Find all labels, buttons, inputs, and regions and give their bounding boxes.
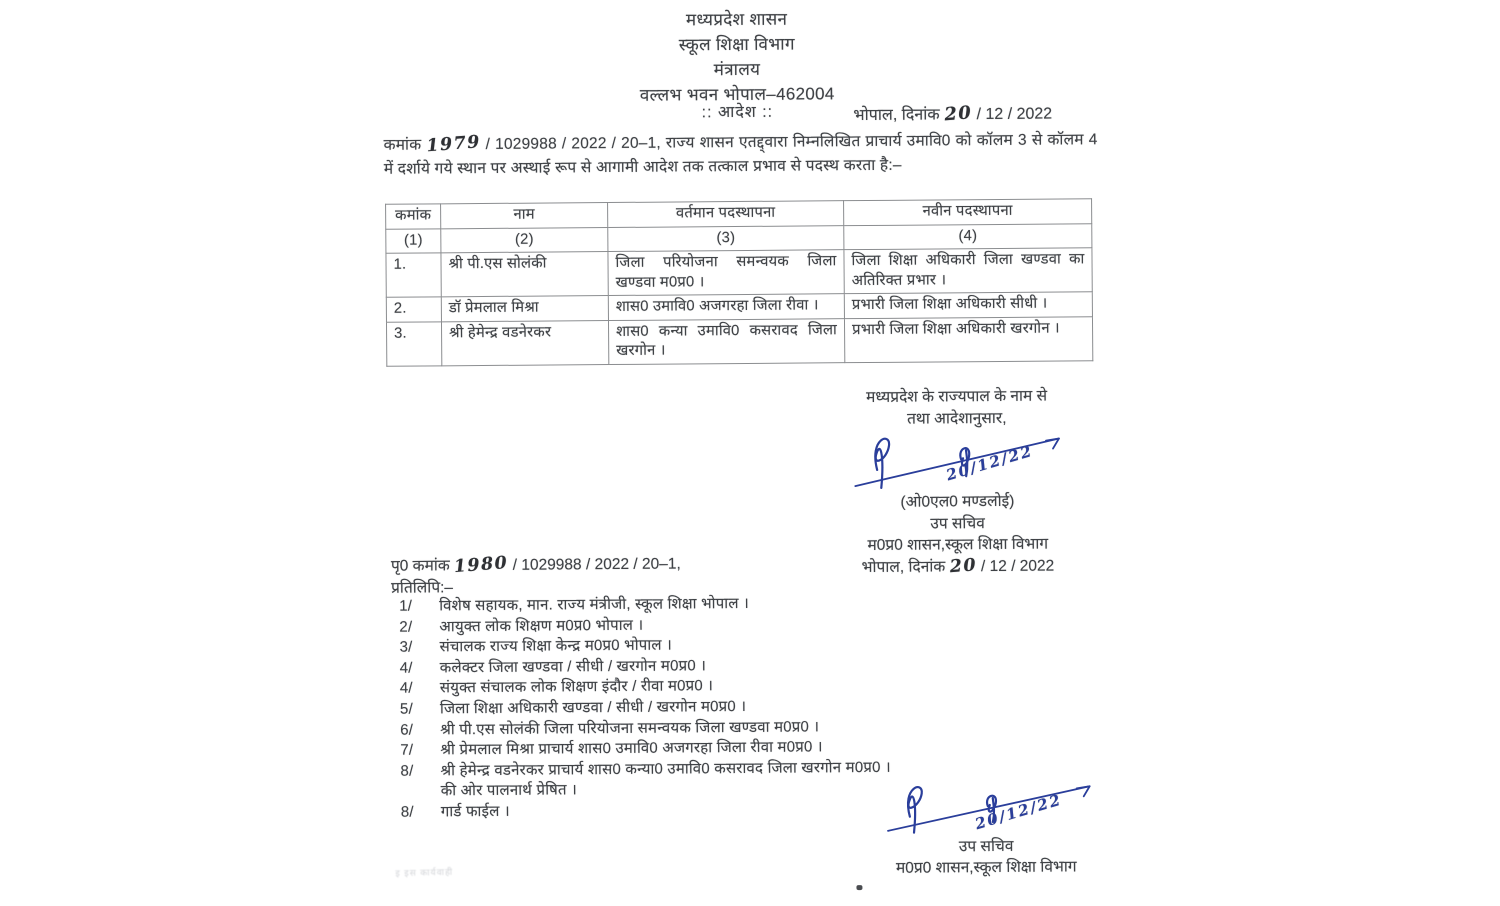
handwritten-endorsement-no: 1980 [453, 552, 510, 578]
col-header-name: नाम [441, 203, 608, 229]
ref-rest: / 1029988 / 2022 / 20–1, [485, 134, 661, 153]
copy-number: 8/ [400, 762, 414, 780]
ref-label: कमांक [383, 136, 422, 154]
office-address: वल्लभ भवन भोपाल–462004 [639, 84, 835, 105]
authority-line1: मध्यप्रदेश के राज्यपाल के नाम से [866, 387, 1048, 407]
copy-text: श्री पी.एस सोलंकी जिला परियोजना समन्वयक जिला खण्डवा म0प्र0 । [440, 717, 820, 738]
posting-table [385, 198, 1093, 366]
copy-text: जिला शिक्षा अधिकारी खण्डवा / सीधी / खरगोन म0प्र0 । [439, 697, 747, 718]
copy-text: विशेष सहायक, मान. राज्य मंत्रीजी, स्कूल शिक्षा भोपाल । [439, 594, 750, 615]
letterhead [517, 6, 958, 109]
place-date-label: भोपाल, दिनांक [861, 557, 946, 576]
cell-current-posting: शास0 कन्या उमावि0 कसरावद जिला खरगोन । [608, 318, 844, 364]
cell-current-posting: शास0 उमावि0 अजगरहा जिला रीवा । [608, 294, 844, 320]
table-row [386, 316, 1092, 366]
order-heading: :: आदेश :: [701, 103, 774, 122]
copy-text: कलेक्टर जिला खण्डवा / सीधी / खरगोन म0प्र0 । [439, 657, 707, 677]
col-header-new: नवीन पदस्थापना [844, 199, 1092, 225]
copy-number: 4/ [399, 659, 413, 677]
issue-place-date [853, 101, 1113, 125]
dept-name: स्कूल शिक्षा विभाग [678, 34, 795, 55]
cell-sno: 3. [386, 321, 441, 365]
handwritten-sign-date: 20/12/22 [972, 790, 1065, 834]
copy-number [401, 782, 441, 803]
endorsement-ref-label: पृ0 कमांक [390, 557, 450, 575]
endorsement-ref-rest: / 1029988 / 2022 / 20–1, [512, 555, 681, 574]
colnum-2: (2) [441, 227, 608, 253]
col-header-current: वर्तमान पदस्थापना [608, 201, 844, 227]
posting-table-wrap [385, 198, 1093, 366]
signatory-designation: उप सचिव [930, 514, 985, 533]
ink-dot [856, 885, 862, 890]
faint-margin-note: इ इस कार्यवाही [395, 866, 454, 879]
cell-sno: 1. [386, 253, 441, 297]
copy-text: श्री हेमेन्द्र वडनेरकर प्राचार्य शास0 कन्या0 उमावि0 कसरावद जिला खरगोन म0प्र0 । [440, 758, 891, 780]
signatory-designation: उप सचिव [958, 837, 1014, 856]
copy-number: 3/ [399, 638, 413, 656]
order-paragraph [384, 128, 1098, 181]
copy-text: संयुक्त संचालक लोक शिक्षण इंदौर / रीवा म0प्र0 । [439, 677, 714, 697]
cell-name: श्री पी.एस सोलंकी [441, 252, 608, 297]
copy-number: 4/ [399, 679, 413, 698]
copy-number: 6/ [400, 721, 414, 739]
handwritten-date-day: 20 [943, 102, 973, 126]
cell-new-posting: प्रभारी जिला शिक्षा अधिकारी खरगोन । [844, 316, 1092, 362]
signatory-dept: म0प्र0 शासन,स्कूल शिक्षा विभाग [895, 858, 1077, 877]
cell-sno: 2. [386, 297, 441, 322]
signatory-dept: म0प्र0 शासन,स्कूल शिक्षा विभाग [867, 535, 1049, 555]
copy-number: 7/ [400, 741, 414, 759]
handwritten-ref-no: 1979 [425, 132, 482, 157]
org-name: मध्यप्रदेश शासन [685, 9, 788, 30]
copy-text: की ओर पालनार्थ प्रेषित । [440, 781, 577, 800]
colnum-4: (4) [844, 223, 1092, 249]
place-date-rest: / 12 / 2022 [976, 105, 1053, 124]
cell-new-posting: प्रभारी जिला शिक्षा अधिकारी सीधी । [844, 292, 1092, 318]
copy-text: आयुक्त लोक शिक्षण म0प्र0 भोपाल । [439, 616, 644, 635]
signature-area [866, 777, 1106, 837]
cell-new-posting: जिला शिक्षा अधिकारी जिला खण्डवा का अतिरिक्त प्रभार । [844, 248, 1092, 294]
ministry-name: मंत्रालय [713, 59, 761, 80]
copy-text: श्री प्रेमलाल मिश्रा प्राचार्य शास0 उमावि0 अजगरहा जिला रीवा म0प्र0 । [440, 738, 823, 759]
table-row [386, 248, 1092, 298]
colnum-3: (3) [608, 225, 844, 251]
signatory-name: (ओ0एल0 मण्डलोई) [900, 492, 1015, 511]
copy-number: 8/ [400, 803, 414, 821]
cell-name: श्री हेमेन्द्र वडनेरकर [441, 320, 608, 365]
copy-number: 5/ [399, 700, 414, 718]
handwritten-date-day: 20 [948, 554, 978, 577]
copy-text: गार्ड फाईल । [440, 802, 510, 821]
colnum-1: (1) [386, 228, 441, 253]
cell-name: डॉ प्रेमलाल मिश्रा [441, 296, 608, 322]
col-header-sno: कमांक [386, 204, 441, 229]
authority-line2: तथा आदेशानुसार, [906, 409, 1007, 428]
handwritten-sign-date: 20/12/22 [944, 441, 1036, 485]
copy-text: संचालक राज्य शिक्षा केन्द्र म0प्र0 भोपाल । [439, 636, 673, 656]
copies-label: प्रतिलिपि:– [391, 579, 454, 597]
place-date-rest: / 12 / 2022 [980, 557, 1055, 575]
copy-number: 1/ [399, 597, 413, 615]
place-date-label: भोपाल, दिनांक [853, 106, 940, 125]
footer-signature-block [831, 777, 1142, 879]
order-text: राज्य शासन एतद्द्वारा निम्नलिखित प्राचार्य उमावि0 को कॉलम 3 से कॉलम 4 में दर्शाये गये स्थान पर अस्थाई रूप से आगामी आदेश तक तत्काल प्रभाव से पदस्थ करता है:– [383, 131, 1098, 178]
copy-number: 2/ [399, 618, 413, 636]
cell-current-posting: जिला परियोजना समन्वयक जिला खण्डवा म0प्र0 । [608, 250, 844, 296]
signature-area [837, 428, 1077, 492]
